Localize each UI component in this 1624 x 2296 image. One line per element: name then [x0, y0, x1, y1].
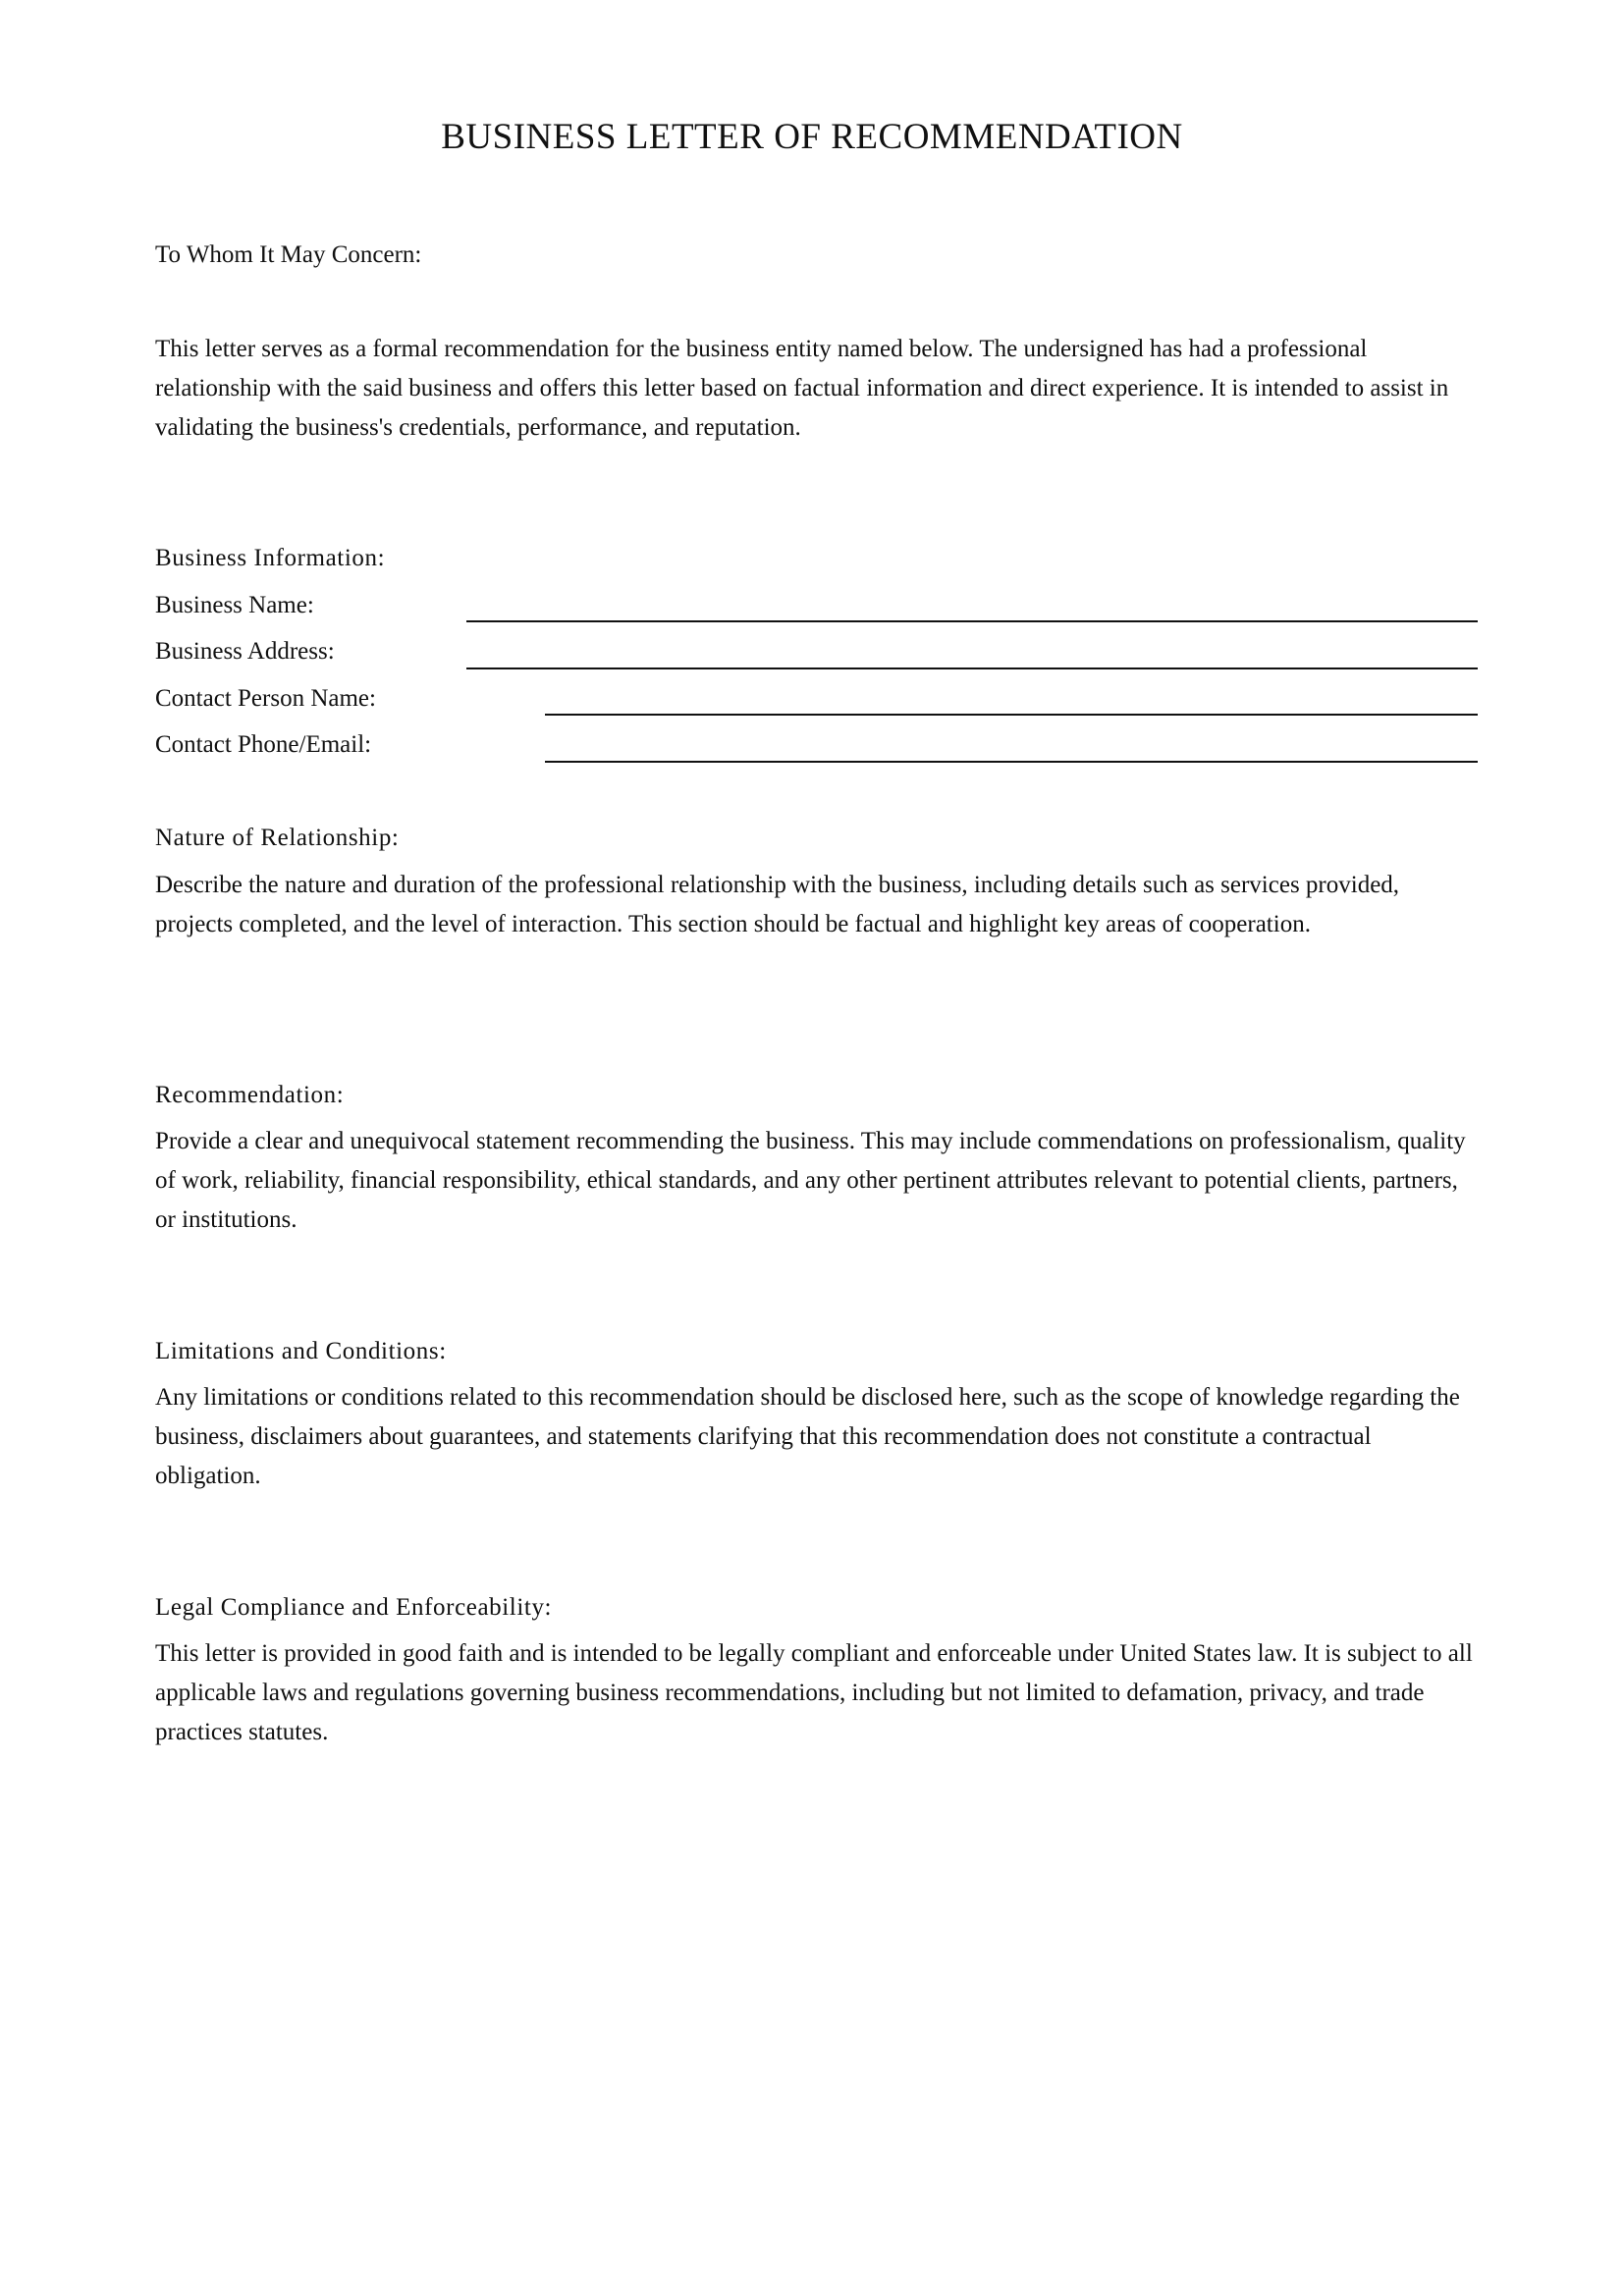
contact-person-line[interactable] [545, 714, 1478, 716]
recommendation-paragraph: Provide a clear and unequivocal statement recommending the business. This may include commendations on professionalism, quality of work, reliability, financial responsibility, ethical standards, and any other pertinent attributes relevant to potential clients, partners, or institutions. [155, 1128, 1466, 1233]
recommendation-heading: Recommendation: [155, 1082, 345, 1108]
relationship-paragraph: Describe the nature and duration of the professional relationship with the business, including details such as services provided, projects completed, and the level of interaction. This section should be factual and highlight key areas of cooperation. [155, 872, 1400, 937]
business-address-label: Business Address: [155, 638, 335, 665]
business-address-line[interactable] [466, 667, 1478, 669]
legal-compliance-paragraph: This letter is provided in good faith and is intended to be legally compliant and enforceable under United States law. It is subject to all applicable laws and regulations governing business recommendations, including but not limited to defamation, privacy, and trade practices statutes. [155, 1640, 1473, 1745]
limitations-paragraph: Any limitations or conditions related to this recommendation should be disclosed here, such as the scope of knowledge regarding the business, disclaimers about guarantees, and statements clarifying that this recommendation does not constitute a contractual obligation. [155, 1384, 1460, 1489]
contact-phone-email-label: Contact Phone/Email: [155, 731, 372, 758]
relationship-heading: Nature of Relationship: [155, 825, 400, 851]
contact-person-label: Contact Person Name: [155, 685, 376, 712]
salutation: To Whom It May Concern: [155, 241, 422, 268]
contact-phone-email-line[interactable] [545, 761, 1478, 763]
document-title: BUSINESS LETTER OF RECOMMENDATION [441, 117, 1183, 157]
legal-compliance-heading: Legal Compliance and Enforceability: [155, 1594, 553, 1621]
business-info-heading: Business Information: [155, 545, 386, 571]
intro-paragraph: This letter serves as a formal recommendation for the business entity named below. The undersigned has had a professional relationship with the said business and offers this letter based on factual information and direct experience. It is intended to assist in validating the business's credentials, performance, and reputation. [155, 336, 1449, 441]
limitations-heading: Limitations and Conditions: [155, 1338, 447, 1364]
business-name-label: Business Name: [155, 592, 314, 618]
business-name-line[interactable] [466, 620, 1478, 622]
